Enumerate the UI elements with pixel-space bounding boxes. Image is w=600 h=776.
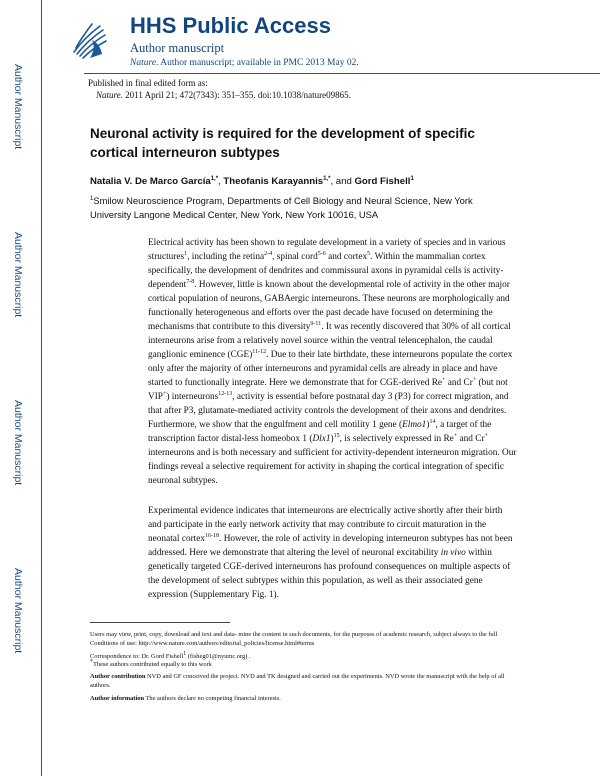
- author-list: [90, 176, 414, 187]
- correspondence-note: Correspondence to: Dr. Gord Fishell$^1$ (fisheg01@nyumc.org) .: [90, 650, 251, 660]
- author-contribution-note: Author contribution NVD and GF conceived the project. NVD and TK designed and carried out the experiments. NVD wrote the manuscript with the help of all authors.: [90, 673, 505, 689]
- author-manuscript-label: Author Manuscript: [12, 232, 24, 318]
- author-sup: 1,*: [323, 175, 331, 182]
- affiliation: [90, 194, 510, 221]
- footnote-rule: [90, 622, 230, 623]
- author-sep: ,: [218, 176, 224, 187]
- header-rule: [84, 73, 600, 74]
- affiliation-sup: 1: [90, 195, 94, 202]
- citation-journal: Nature: [96, 90, 121, 100]
- author-sep: , and: [330, 176, 355, 187]
- body-paragraph: Experimental evidence indicates that interneurons are electrically active shortly after their birth and participate in the early network activity that may contribute to circuit maturation in the neonatal cortex$^{16-18}$. However, the role of activity in developing interneuron subtypes has not been addressed. Here we demonstrate that altering the level of neuronal excitability in vivo within genetically targeted CGE-derived interneurons has profound consequences on multiple aspects of the development of select subtypes within this population, as well as their associated gene expression (Supplementary Fig. 1).: [148, 506, 513, 600]
- availability-text: . Author manuscript; available in PMC 2013 May 02.: [156, 58, 359, 68]
- author-manuscript-label: Author Manuscript: [12, 64, 24, 150]
- hhs-public-access-title: HHS Public Access: [130, 13, 331, 38]
- citation-text: . 2011 April 21; 472(7343): 351–355. doi:10.1038/nature09865.: [120, 90, 351, 100]
- journal-availability: [130, 58, 359, 68]
- equal-contribution-note: *These authors contributed equally to this work: [90, 658, 212, 668]
- published-in-label: Published in final edited form as:: [88, 78, 208, 88]
- author-name: Gord Fishell: [354, 176, 411, 187]
- affiliation-text: Smilow Neuroscience Program, Departments of Cell Biology and Neural Science, New York University Langone Medical Center, New York, New York 10016, USA: [90, 195, 473, 220]
- abstract-paragraph: Electrical activity has been shown to regulate development in a variety of species and in various structures$^1$, including the retina$^{2-4}$, spinal cord$^{5-6}$ and cortex$^5$. Within the mammalian cortex specifically, the development of dendrites and commissural axons in pyramidal cells is activity-dependent$^{7-8}$. However, little is known about the developmental role of activity in the other major cortical population of neurons, GABAergic interneurons. These neurons are morphologically and functionally heterogeneous and efforts over the past decade have focused on determining the mechanisms that contribute to this diversity$^{9-11}$. It was recently discovered that 30% of all cortical interneurons arise from a relatively novel source within the ventral telencephalon, the caudal ganglionic eminence (CGE)$^{11-12}$. Due to their late birthdate, these interneurons populate the cortex only after the majority of other interneurons and pyramidal cells are already in place and have started to functionally integrate. Here we demonstrate that for CGE-derived Re+ and Cr+ (but not VIP+) interneurons$^{12-13}$, activity is essential before postnatal day 3 (P3) for correct migration, and that after P3, glutamate-mediated activity controls the development of their axons and dendrites. Furthermore, we show that the engulfment and cell motility 1 gene (Elmo1)$^{14}$, a target of the transcription factor distal-less homeobox 1 $(Dlx1)^{15}$, is selectively expressed in Re+ and Cr+ interneurons and is both necessary and sufficient for activity-dependent interneuron migration. Our findings reveal a selective requirement for activity in shaping the cortical integration of specific neuronal subtypes.: [148, 238, 517, 486]
- citation-line: [96, 90, 351, 100]
- author-manuscript-label: Author Manuscript: [12, 400, 24, 486]
- article-title: Neuronal activity is required for the development of specific cortical interneuron subtypes: [90, 126, 475, 160]
- hhs-eagle-logo-icon: [70, 18, 110, 62]
- terms-of-use-note: Users may view, print, copy, download and text and data- mine the content in such documents, for the purposes of academic research, subject always to the full Conditions of use: http://www.nature.com/authors/editorial_policies/license.html#terms: [90, 631, 498, 647]
- author-information-note: Author information The authors declare no competing financial interests.: [90, 695, 281, 702]
- side-rule: [41, 0, 42, 776]
- journal-name: Nature: [130, 58, 157, 68]
- author-manuscript-label: Author Manuscript: [12, 568, 24, 654]
- author-manuscript-subtitle: Author manuscript: [130, 41, 225, 55]
- author-sup: 1,*: [210, 175, 219, 182]
- author-sup: 1: [410, 175, 414, 182]
- author-name: Theofanis Karayannis: [223, 176, 324, 187]
- author-name: Natalia V. De Marco García: [90, 176, 211, 187]
